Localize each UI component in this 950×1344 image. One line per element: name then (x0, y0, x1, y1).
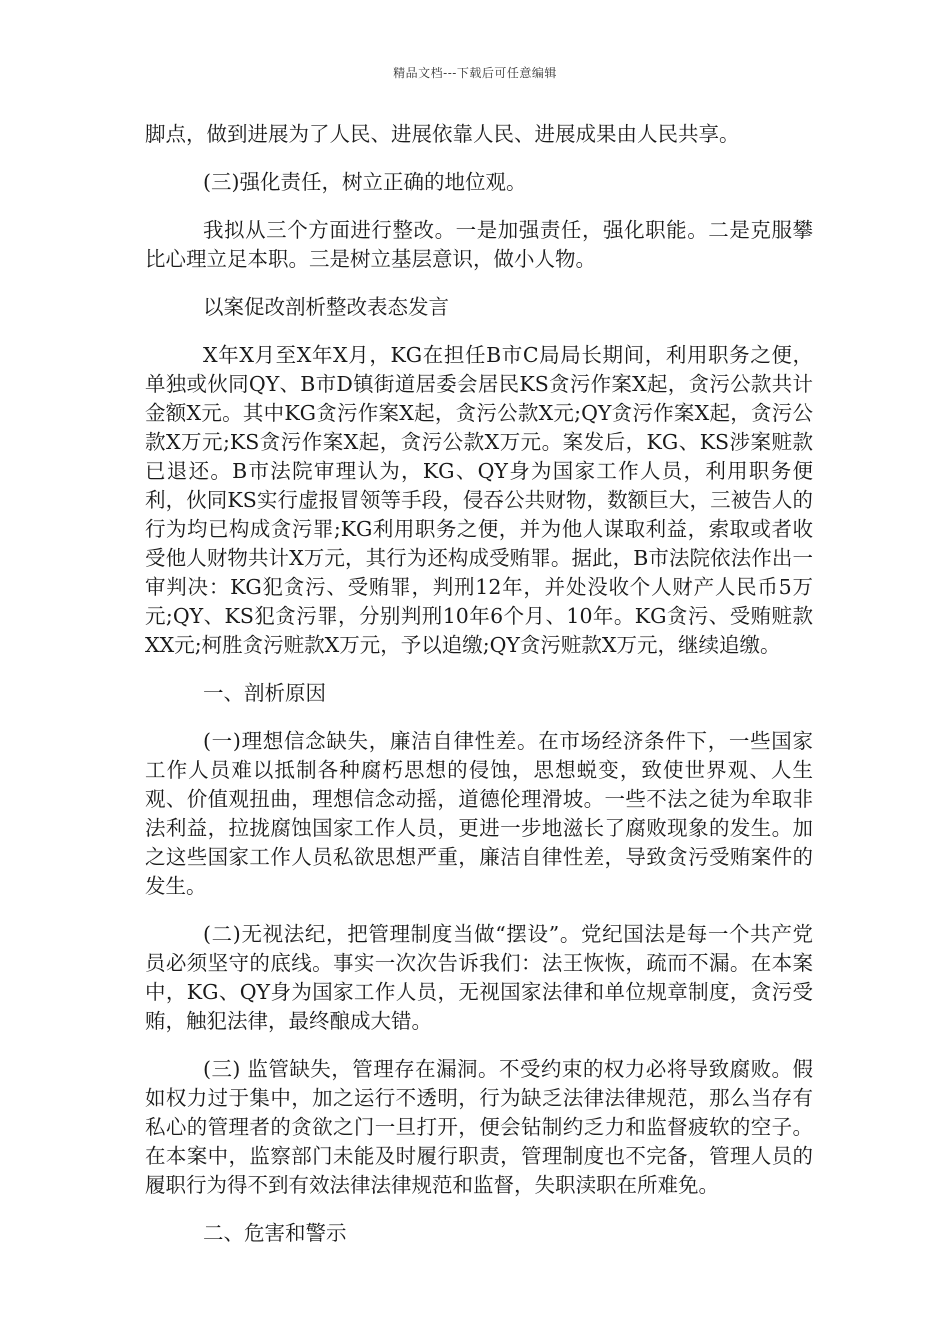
section-heading-harm-warning: 二、危害和警示 (203, 1221, 347, 1245)
section-heading-strengthen-responsibility: (三)强化责任，树立正确的地位观。 (203, 170, 527, 194)
document-body (145, 120, 813, 1248)
paragraph-cause-three: (三) 监管缺失，管理存在漏洞。不受约束的权力必将导致腐败。假如权力过于集中，加之运行不透明，行为缺乏法律法律规范，那么当存有私心的管理者的贪欲之门一旦打开，便会钻制约乏力和监督疲软的空子。在本案中，监察部门未能及时履行职责，管理制度也不完备，管理人员的履职行为得不到有效法律法律规范和监督，失职渎职在所难免。 (145, 1057, 813, 1197)
paragraph-continuation: 脚点，做到进展为了人民、进展依靠人民、进展成果由人民共享。 (145, 122, 740, 146)
paragraph-rectification-plan: 我拟从三个方面进行整改。一是加强责任，强化职能。二是克服攀比心理立足本职。三是树立基层意识，做小人物。 (145, 218, 813, 271)
paragraph-cause-two: (二)无视法纪，把管理制度当做“摆设”。党纪国法是每一个共产党员必须坚守的底线。事实一次次告诉我们：法王恢恢，疏而不漏。在本案中，KG、QY身为国家工作人员，无视国家法律和单位规章制度，贪污受贿，触犯法律，最终酿成大错。 (145, 922, 813, 1033)
section-heading-analysis: 一、剖析原因 (203, 681, 326, 705)
paragraph-case-summary: X年X月至X年X月，KG在担任B市C局局长期间，利用职务之便，单独或伙同QY、B市D镇街道居委会居民KS贪污作案X起，贪污公款共计金额X元。其中KG贪污作案X起，贪污公款X元;QY贪污作案X起，贪污公款X万元;KS贪污作案X起，贪污公款X万元。案发后，KG、KS涉案赃款已退还。B市法院审理认为，KG、QY身为国家工作人员，利用职务便利，伙同KS实行虚报冒领等手段，侵吞公共财物，数额巨大，三被告人的行为均已构成贪污罪;KG利用职务之便，并为他人谋取利益，索取或者收受他人财物共计X万元，其行为还构成受贿罪。据此，B市法院依法作出一审判决：KG犯贪污、受贿罪，判刑12年，并处没收个人财产人民币5万元;QY、KS犯贪污罪，分别判刑10年6个月、10年。KG贪污、受贿赃款XX元;柯胜贪污赃款X万元，予以追缴;QY贪污赃款X万元，继续追缴。 (145, 343, 813, 657)
document-title: 以案促改剖析整改表态发言 (203, 295, 449, 319)
paragraph-cause-one: (一)理想信念缺失，廉洁自律性差。在市场经济条件下，一些国家工作人员难以抵制各种腐朽思想的侵蚀，思想蜕变，致使世界观、人生观、价值观扭曲，理想信念动摇，道德伦理滑坡。一些不法之徒为牟取非法利益，拉拢腐蚀国家工作人员，更进一步地滋长了腐败现象的发生。加之这些国家工作人员私欲思想严重，廉洁自律性差，导致贪污受贿案件的发生。 (145, 729, 813, 898)
page-header: 精品文档---下载后可任意编辑 (393, 66, 557, 80)
